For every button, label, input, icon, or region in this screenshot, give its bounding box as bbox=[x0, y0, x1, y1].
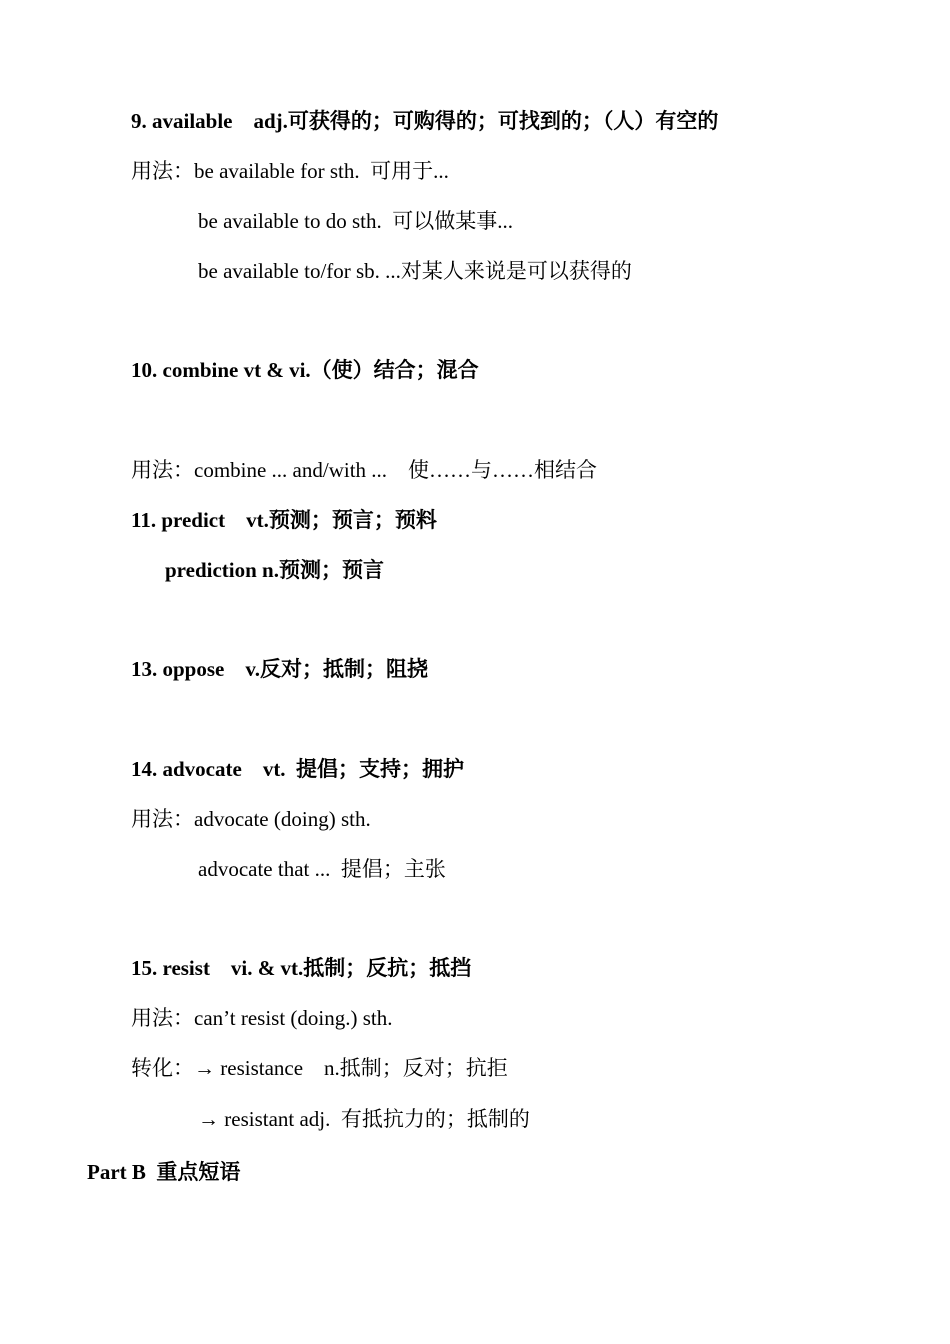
entry-15-heading: 15. resist vi. & vt.抵制；反抗；抵挡 bbox=[131, 956, 472, 980]
entry-14-usage-2: advocate that ... 提倡；主张 bbox=[198, 857, 446, 881]
entry-15-conversion-1: 转化：→ resistance n.抵制；反对；抗拒 bbox=[131, 1056, 508, 1080]
entry-10-usage-1: 用法：combine ... and/with ... 使……与……相结合 bbox=[131, 458, 598, 482]
entry-11-heading: 11. predict vt.预测；预言；预料 bbox=[131, 508, 437, 532]
entry-9-usage-3: be available to/for sb. ...对某人来说是可以获得的 bbox=[198, 259, 632, 283]
entry-14-heading: 14. advocate vt. 提倡；支持；拥护 bbox=[131, 757, 465, 781]
entry-14-usage-1: 用法：advocate (doing) sth. bbox=[131, 807, 371, 831]
entry-11-derivative: prediction n.预测；预言 bbox=[165, 558, 384, 582]
entry-9-usage-1: 用法：be available for sth. 可用于... bbox=[131, 159, 449, 183]
entry-9-usage-2: be available to do sth. 可以做某事... bbox=[198, 209, 513, 233]
entry-13-heading: 13. oppose v.反对；抵制；阻挠 bbox=[131, 657, 428, 681]
section-title-part-b: Part B 重点短语 bbox=[87, 1160, 241, 1184]
entry-15-conversion-2: → resistant adj. 有抵抗力的；抵制的 bbox=[198, 1107, 530, 1131]
entry-9-heading: 9. available adj.可获得的；可购得的；可找到的；（人）有空的 bbox=[131, 109, 719, 133]
entry-10-heading: 10. combine vt & vi.（使）结合；混合 bbox=[131, 358, 479, 382]
entry-15-usage-1: 用法：can’t resist (doing.) sth. bbox=[131, 1006, 393, 1030]
